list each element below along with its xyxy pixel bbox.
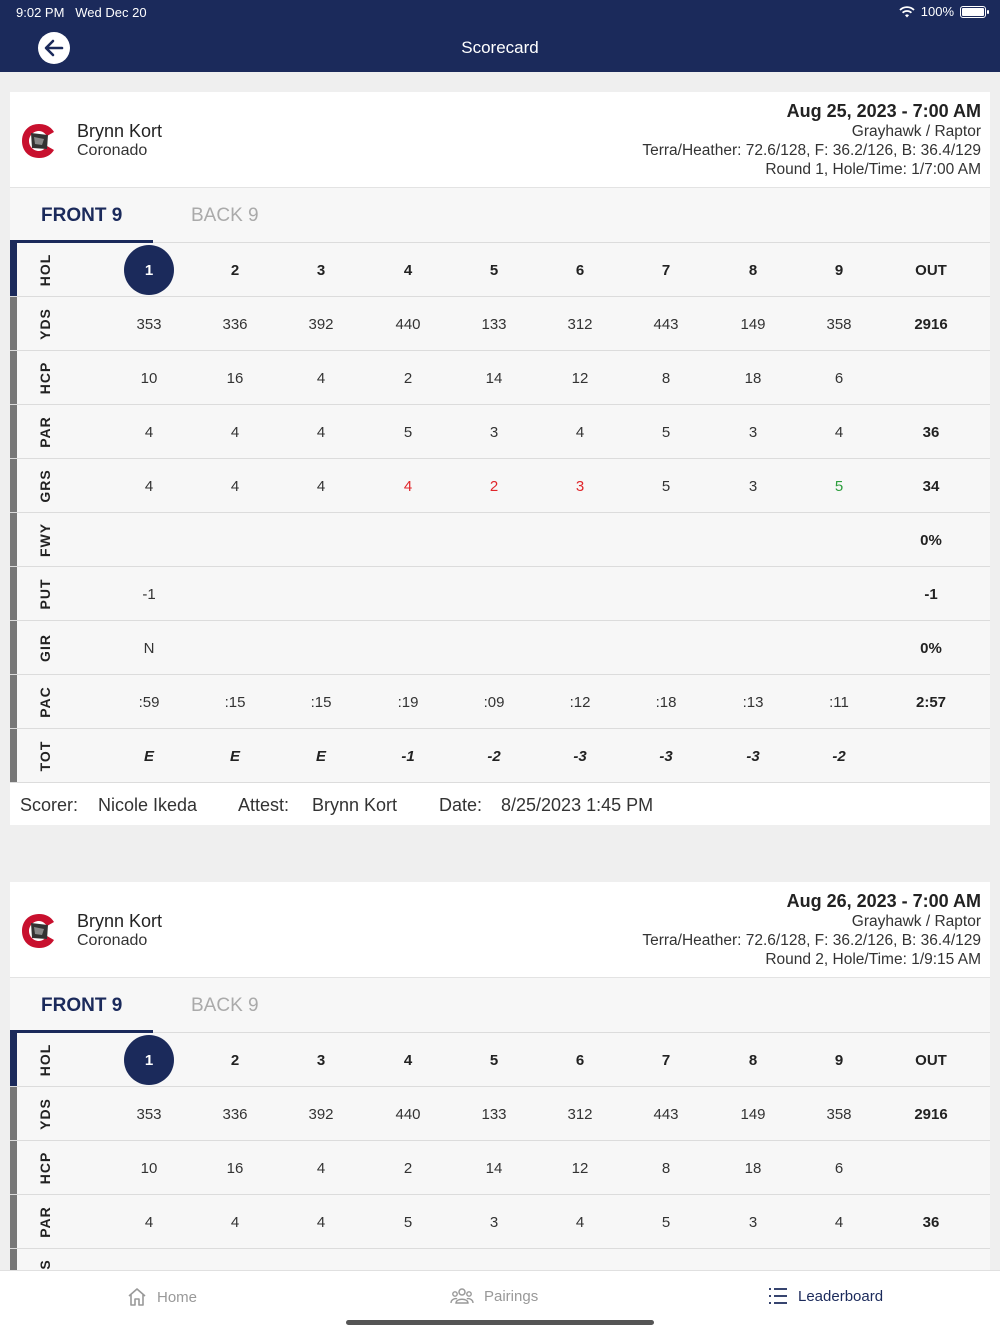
score-cell xyxy=(550,621,610,675)
score-cell: 443 xyxy=(653,315,679,333)
row-label-text: PAR xyxy=(37,416,53,448)
hole-number: 4 xyxy=(403,1051,413,1069)
tab-leaderboard-label: Leaderboard xyxy=(798,1287,884,1305)
row-yds xyxy=(10,1087,990,1141)
score-cell: :13 xyxy=(742,693,764,711)
score-cell xyxy=(636,513,696,567)
row-total: 2916 xyxy=(914,315,948,333)
scorer-label: Scorer: xyxy=(20,795,79,815)
scorecard-header xyxy=(10,92,990,188)
score-cell: 4 xyxy=(230,1213,240,1231)
scorecard-list[interactable] xyxy=(0,72,1000,1270)
row-hcp xyxy=(10,351,990,405)
score-cell: 133 xyxy=(481,1105,507,1123)
row-label-fwy xyxy=(30,513,60,567)
row-total: 36 xyxy=(922,423,940,441)
score-cell: E xyxy=(143,747,154,765)
round-time: Round 1, Hole/Time: 1/7:00 AM xyxy=(765,161,981,178)
row-par xyxy=(10,405,990,459)
row-accent-bar xyxy=(10,1033,17,1086)
score-cell: :11 xyxy=(829,693,849,711)
score-cell xyxy=(809,621,869,675)
score-cell: 5 xyxy=(661,423,671,441)
row-accent-bar xyxy=(10,405,17,458)
tab-back-9[interactable]: BACK 9 xyxy=(191,205,259,226)
nine-tabs xyxy=(10,978,990,1033)
hole-number: 6 xyxy=(575,261,585,279)
score-cell xyxy=(291,513,351,567)
row-hol xyxy=(10,1033,990,1087)
row-label-yds xyxy=(30,297,60,351)
score-cell: 14 xyxy=(485,1159,503,1177)
hole-number: 2 xyxy=(230,261,240,279)
row-label-hol xyxy=(30,1033,60,1087)
score-cell: 8 xyxy=(661,369,671,387)
score-cell: 392 xyxy=(308,315,334,333)
attest-name: Brynn Kort xyxy=(312,795,398,815)
home-icon xyxy=(127,1287,147,1307)
score-cell: 4 xyxy=(316,423,326,441)
score-cell: 18 xyxy=(744,369,762,387)
score-cell[interactable]: 3 xyxy=(575,477,585,495)
nine-tabs xyxy=(10,188,990,243)
score-cell xyxy=(464,621,524,675)
round-date: Aug 26, 2023 - 7:00 AM xyxy=(786,891,981,911)
score-cell: -1 xyxy=(142,585,156,603)
score-cell xyxy=(723,567,783,621)
score-cell xyxy=(723,621,783,675)
current-hole-badge: 1 xyxy=(124,245,174,295)
score-cell: :15 xyxy=(224,693,246,711)
score-cell: 18 xyxy=(744,1159,762,1177)
score-cell: -2 xyxy=(832,747,846,765)
score-cell: 5 xyxy=(403,423,413,441)
row-pac xyxy=(10,675,990,729)
hole-number: 8 xyxy=(748,1051,758,1069)
team-logo xyxy=(20,912,58,950)
score-cell: 336 xyxy=(222,315,248,333)
row-label-text: GRS xyxy=(37,469,53,503)
score-cell: 16 xyxy=(226,1159,244,1177)
score-cell: :18 xyxy=(655,693,677,711)
hole-number: 6 xyxy=(575,1051,585,1069)
row-total: 0% xyxy=(920,639,942,657)
score-cell: 5 xyxy=(403,1213,413,1231)
date-label: Date: xyxy=(439,795,483,815)
score-cell: E xyxy=(315,747,326,765)
round-info xyxy=(642,102,981,179)
row-accent-bar xyxy=(10,1141,17,1194)
score-cell: 16 xyxy=(226,369,244,387)
page-title: Scorecard xyxy=(461,38,539,57)
row-label-text: YDS xyxy=(37,1098,53,1130)
row-total: OUT xyxy=(915,261,947,279)
score-cell: 443 xyxy=(653,1105,679,1123)
row-label-text: GIR xyxy=(37,634,53,662)
hole-number: 8 xyxy=(748,261,758,279)
score-cell: -2 xyxy=(487,747,501,765)
row-total xyxy=(896,729,966,783)
score-cell: 4 xyxy=(834,1213,844,1231)
attestation-footer xyxy=(10,783,990,825)
tee-ratings: Terra/Heather: 72.6/128, F: 36.2/126, B: 36.4/129 xyxy=(642,142,981,159)
status-clock: 9:02 PM xyxy=(16,5,65,20)
tab-leaderboard[interactable] xyxy=(768,1287,883,1305)
score-cell: 5 xyxy=(661,1213,671,1231)
score-cell: 358 xyxy=(826,315,852,333)
score-cell xyxy=(636,621,696,675)
score-cell: 392 xyxy=(308,1105,334,1123)
score-cell[interactable]: 4 xyxy=(144,477,154,495)
round-date: Aug 25, 2023 - 7:00 AM xyxy=(786,101,981,121)
current-hole-badge: 1 xyxy=(124,1035,174,1085)
score-cell: E xyxy=(229,747,240,765)
score-cell: 3 xyxy=(748,423,758,441)
row-hcp xyxy=(10,1141,990,1195)
score-cell: 6 xyxy=(834,369,844,387)
tab-front-9[interactable]: FRONT 9 xyxy=(41,205,123,226)
score-cell: 10 xyxy=(140,1159,158,1177)
score-cell xyxy=(119,513,179,567)
row-accent-bar xyxy=(10,567,17,620)
row-accent-bar xyxy=(10,459,17,512)
round-time: Round 2, Hole/Time: 1/9:15 AM xyxy=(765,951,981,968)
row-accent-bar xyxy=(10,1195,17,1248)
row-label-text: PAC xyxy=(37,686,53,718)
hole-number: 5 xyxy=(489,261,499,279)
status-time xyxy=(16,5,147,20)
score-cell: -1 xyxy=(401,747,415,765)
hole-number: 9 xyxy=(834,261,844,279)
score-cell xyxy=(291,567,351,621)
tab-front-9[interactable]: FRONT 9 xyxy=(41,995,123,1016)
hole-number: 2 xyxy=(230,1051,240,1069)
score-cell: 358 xyxy=(826,1105,852,1123)
row-par xyxy=(10,1195,990,1249)
row-yds xyxy=(10,297,990,351)
score-cell xyxy=(550,513,610,567)
score-cell: :19 xyxy=(397,693,419,711)
course-name: Grayhawk / Raptor xyxy=(851,123,981,140)
score-cell: 2 xyxy=(403,1159,413,1177)
row-accent-bar xyxy=(10,621,17,674)
score-cell: -3 xyxy=(746,747,760,765)
row-hol xyxy=(10,243,990,297)
row-accent-bar xyxy=(10,297,17,350)
score-cell: 149 xyxy=(740,1105,766,1123)
row-label-gir xyxy=(30,621,60,675)
player-team: Coronado xyxy=(77,142,148,159)
score-cell: 3 xyxy=(489,423,499,441)
score-cell: :09 xyxy=(483,693,505,711)
score-cell[interactable]: 4 xyxy=(316,477,326,495)
score-cell: 4 xyxy=(316,369,326,387)
row-label-tot xyxy=(30,729,60,783)
score-cell xyxy=(378,513,438,567)
score-cell: 336 xyxy=(222,1105,248,1123)
wifi-icon xyxy=(899,6,915,18)
score-cell xyxy=(723,513,783,567)
hole-number[interactable] xyxy=(119,243,179,297)
row-total: 2:57 xyxy=(915,693,947,711)
score-cell: 440 xyxy=(395,315,421,333)
score-cell: 10 xyxy=(140,369,158,387)
row-label-text: FWY xyxy=(37,522,53,558)
score-cell xyxy=(378,621,438,675)
row-label-text: HCP xyxy=(37,1151,53,1185)
hole-number: 4 xyxy=(403,261,413,279)
row-accent-bar xyxy=(10,513,17,566)
row-label-text: PUT xyxy=(37,578,53,610)
team-logo xyxy=(20,122,58,160)
score-cell: 14 xyxy=(485,369,503,387)
score-cell xyxy=(378,567,438,621)
score-cell: 440 xyxy=(395,1105,421,1123)
score-cell xyxy=(464,567,524,621)
hole-number: 5 xyxy=(489,1051,499,1069)
row-total xyxy=(896,1141,966,1195)
row-accent-bar xyxy=(10,1087,17,1140)
round-info xyxy=(642,892,981,969)
score-cell[interactable]: 5 xyxy=(834,477,844,495)
score-cell: 353 xyxy=(136,1105,162,1123)
score-cell: :15 xyxy=(310,693,332,711)
tab-back-9[interactable]: BACK 9 xyxy=(191,995,259,1016)
signed-date: 8/25/2023 1:45 PM xyxy=(501,795,654,815)
scorecard-card xyxy=(10,92,990,825)
row-accent-bar xyxy=(10,729,17,782)
row-fwy xyxy=(10,513,990,567)
home-indicator xyxy=(346,1320,654,1325)
tab-pairings[interactable] xyxy=(450,1287,538,1305)
row-gir xyxy=(10,621,990,675)
row-label-hcp xyxy=(30,351,60,405)
score-cell: 133 xyxy=(481,315,507,333)
scorer-name: Nicole Ikeda xyxy=(98,795,198,815)
row-label-text: HOL xyxy=(37,1043,53,1077)
score-cell: 4 xyxy=(575,1213,585,1231)
row-grs xyxy=(10,459,990,513)
hole-number: 9 xyxy=(834,1051,844,1069)
score-cell xyxy=(205,621,265,675)
score-cell: 6 xyxy=(834,1159,844,1177)
row-label-yds xyxy=(30,1087,60,1141)
score-cell: 12 xyxy=(571,369,589,387)
row-total xyxy=(896,351,966,405)
row-label-grs xyxy=(30,459,60,513)
people-icon xyxy=(450,1287,474,1305)
row-total: 2916 xyxy=(914,1105,948,1123)
score-cell xyxy=(464,513,524,567)
battery-icon xyxy=(960,6,986,18)
tee-ratings: Terra/Heather: 72.6/128, F: 36.2/126, B: 36.4/129 xyxy=(642,932,981,949)
score-cell: 353 xyxy=(136,315,162,333)
status-date: Wed Dec 20 xyxy=(75,5,147,20)
row-label-text: HCP xyxy=(37,361,53,395)
row-tot xyxy=(10,729,990,783)
score-cell: -3 xyxy=(573,747,587,765)
tab-home-label: Home xyxy=(157,1288,198,1306)
row-accent-bar xyxy=(10,351,17,404)
course-name: Grayhawk / Raptor xyxy=(851,913,981,930)
score-cell: -3 xyxy=(659,747,673,765)
row-total: 36 xyxy=(922,1213,940,1231)
score-cell: 4 xyxy=(230,423,240,441)
score-cell: 2 xyxy=(403,369,413,387)
battery-percent: 100% xyxy=(920,4,954,19)
score-cell: 149 xyxy=(740,315,766,333)
score-cell: 312 xyxy=(567,1105,593,1123)
score-cell xyxy=(291,621,351,675)
tab-home[interactable] xyxy=(127,1287,197,1307)
row-label-pac xyxy=(30,675,60,729)
score-cell: 312 xyxy=(567,315,593,333)
row-label-hol xyxy=(30,243,60,297)
row-label-par xyxy=(30,405,60,459)
score-cell[interactable]: 4 xyxy=(403,477,413,495)
score-cell xyxy=(205,567,265,621)
scorecard-header xyxy=(10,882,990,978)
score-cell: 4 xyxy=(575,423,585,441)
score-cell: 4 xyxy=(144,423,154,441)
attest-label: Attest: xyxy=(238,795,290,815)
hole-number: 7 xyxy=(661,261,671,279)
score-cell[interactable]: 4 xyxy=(230,477,240,495)
score-cell: 8 xyxy=(661,1159,671,1177)
tab-pairings-label: Pairings xyxy=(484,1287,539,1305)
player-name: Brynn Kort xyxy=(77,121,163,141)
hole-number: 3 xyxy=(316,1051,326,1069)
row-put xyxy=(10,567,990,621)
score-cell: 4 xyxy=(834,423,844,441)
hole-number[interactable] xyxy=(119,1033,179,1087)
row-label-text: PAR xyxy=(37,1206,53,1238)
score-cell: N xyxy=(143,639,155,657)
hole-number: 7 xyxy=(661,1051,671,1069)
row-total: OUT xyxy=(915,1051,947,1069)
score-cell[interactable]: 3 xyxy=(748,477,758,495)
top-bar xyxy=(0,0,1000,72)
row-label-text: HOL xyxy=(37,253,53,287)
row-label-put xyxy=(30,567,60,621)
score-cell xyxy=(205,513,265,567)
row-accent-bar xyxy=(10,675,17,728)
status-indicators xyxy=(899,4,986,19)
score-cell[interactable]: 5 xyxy=(661,477,671,495)
list-icon xyxy=(768,1287,788,1305)
score-cell[interactable]: 2 xyxy=(489,477,499,495)
row-label-text: YDS xyxy=(37,308,53,340)
row-label-par xyxy=(30,1195,60,1249)
score-cell: 3 xyxy=(748,1213,758,1231)
score-cell: 3 xyxy=(489,1213,499,1231)
score-cell: 4 xyxy=(316,1159,326,1177)
row-label-text: TOT xyxy=(37,740,53,772)
score-cell: 4 xyxy=(316,1213,326,1231)
hole-number: 3 xyxy=(316,261,326,279)
player-name: Brynn Kort xyxy=(77,911,163,931)
score-cell xyxy=(550,567,610,621)
score-cell xyxy=(809,567,869,621)
score-cell xyxy=(636,567,696,621)
score-cell: 12 xyxy=(571,1159,589,1177)
row-accent-bar xyxy=(10,243,17,296)
row-total: 0% xyxy=(920,531,942,549)
score-cell xyxy=(809,513,869,567)
score-cell: :12 xyxy=(569,693,591,711)
row-total: 34 xyxy=(922,477,940,495)
player-team: Coronado xyxy=(77,932,148,949)
scorecard-card xyxy=(10,882,990,1303)
row-total: -1 xyxy=(924,585,938,603)
score-cell: 4 xyxy=(144,1213,154,1231)
score-cell: :59 xyxy=(138,693,160,711)
row-label-hcp xyxy=(30,1141,60,1195)
